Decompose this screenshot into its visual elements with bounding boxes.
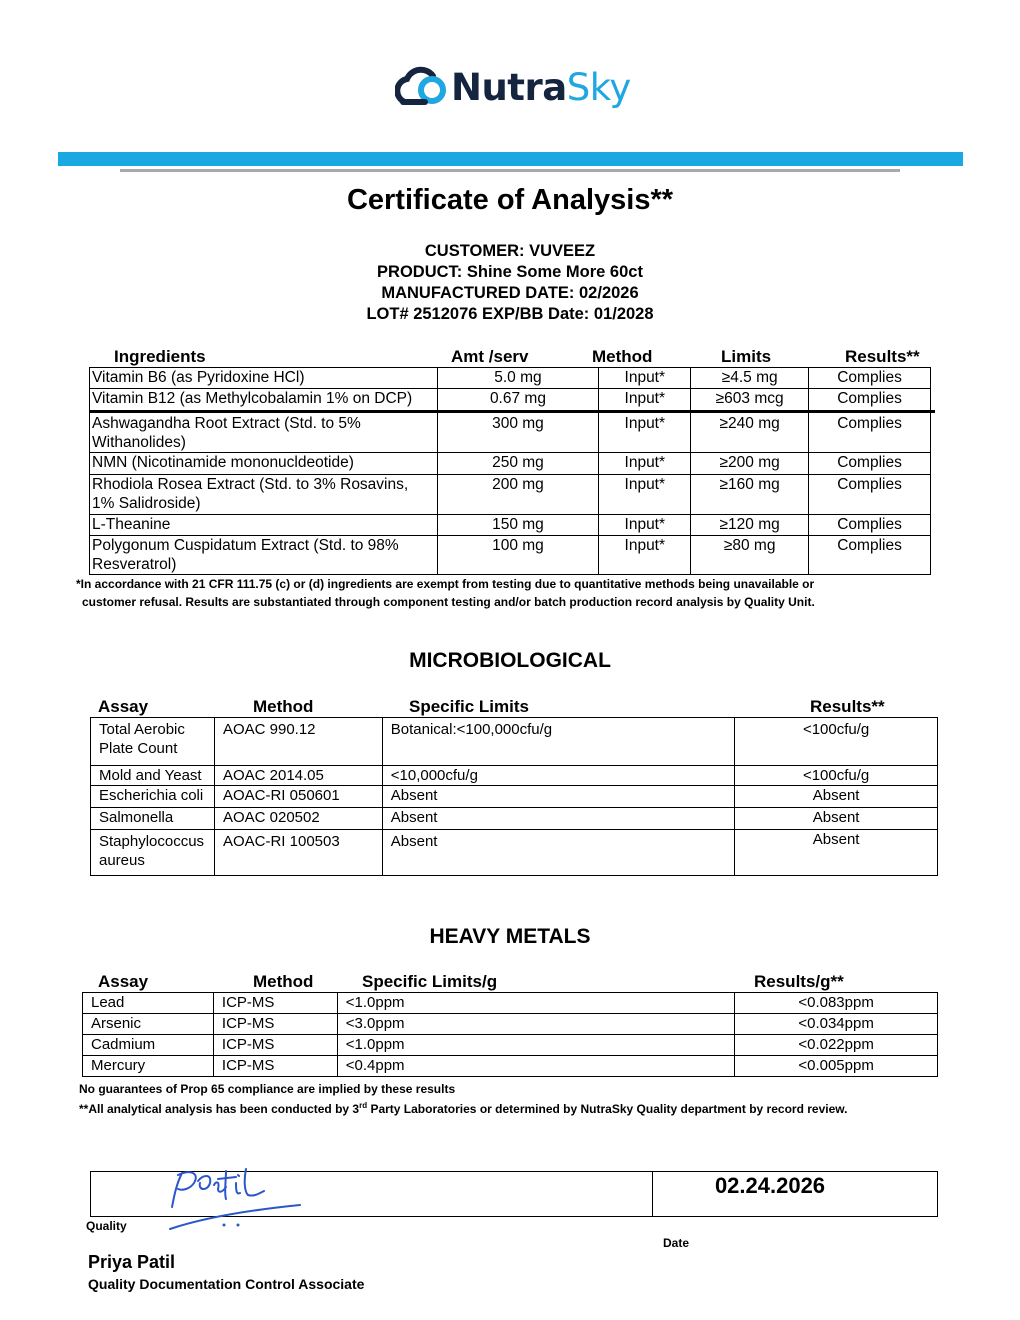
micro-assay-header: Assay xyxy=(98,697,149,716)
ingredient-result: Complies xyxy=(809,368,931,389)
ingredient-result: Complies xyxy=(809,515,931,536)
hm-assay: Mercury xyxy=(83,1056,214,1077)
table-row xyxy=(83,1014,938,1035)
hm-limit: <3.0ppm xyxy=(337,1014,734,1035)
hm-assay-header: Assay xyxy=(98,972,149,991)
micro-result: Absent xyxy=(735,808,938,830)
micro-result: <100cfu/g xyxy=(735,718,938,766)
manufactured-line: MANUFACTURED DATE: 02/2026 xyxy=(381,284,639,302)
table-row xyxy=(91,830,938,876)
ingredient-limit: ≥160 mg xyxy=(691,475,809,515)
ingredient-name: Ashwagandha Root Extract (Std. to 5% Withanolides) xyxy=(90,411,438,453)
micro-method: AOAC 020502 xyxy=(214,808,382,830)
table-row xyxy=(91,718,938,766)
signer-name: Priya Patil xyxy=(88,1252,176,1272)
ingredient-limit: ≥200 mg xyxy=(691,453,809,475)
ingredient-method: Input* xyxy=(599,389,691,411)
table-row xyxy=(91,808,938,830)
micro-limit: Absent xyxy=(382,786,734,808)
ingredient-result: Complies xyxy=(809,411,931,453)
ingredient-amount: 300 mg xyxy=(437,411,599,453)
customer-line: CUSTOMER: VUVEEZ xyxy=(424,242,596,260)
signer-title: Quality Documentation Control Associate xyxy=(88,1276,365,1292)
hm-assay: Arsenic xyxy=(83,1014,214,1035)
table-row xyxy=(91,786,938,808)
amount-header: Amt /serv xyxy=(451,347,529,366)
ingredient-amount: 150 mg xyxy=(437,515,599,536)
header-blue-bar xyxy=(58,152,963,166)
ingredients-table xyxy=(89,367,931,575)
cloud-logo-icon xyxy=(395,66,451,112)
hm-limit: <1.0ppm xyxy=(337,993,734,1014)
ingredient-limit: ≥80 mg xyxy=(691,536,809,575)
micro-result: <100cfu/g xyxy=(735,766,938,786)
micro-assay: Mold and Yeast xyxy=(91,766,215,786)
prop65-note: No guarantees of Prop 65 compliance are implied by these results xyxy=(79,1082,456,1096)
method-header: Method xyxy=(592,347,653,366)
ingredient-method: Input* xyxy=(599,368,691,389)
ingredient-amount: 250 mg xyxy=(437,453,599,475)
product-line: PRODUCT: Shine Some More 60ct xyxy=(377,263,643,281)
third-party-note: **All analytical analysis has been conducted by 3rd Party Laboratories or determined by NutraSky Quality department by record review. xyxy=(79,1101,848,1116)
table-row xyxy=(91,766,938,786)
micro-limits-header: Specific Limits xyxy=(409,697,529,716)
micro-assay: Escherichia coli xyxy=(91,786,215,808)
ingredient-result: Complies xyxy=(809,453,931,475)
micro-method: AOAC-RI 100503 xyxy=(214,830,382,876)
ingredient-name: Vitamin B12 (as Methylcobalamin 1% on DCP) xyxy=(90,389,438,411)
ingredient-amount: 5.0 mg xyxy=(437,368,599,389)
micro-method: AOAC-RI 050601 xyxy=(214,786,382,808)
ingredient-method: Input* xyxy=(599,453,691,475)
lot-line: LOT# 2512076 EXP/BB Date: 01/2028 xyxy=(366,305,654,323)
micro-assay: Staphylococcus aureus xyxy=(91,830,215,876)
heavy-metals-table xyxy=(82,992,938,1077)
handwritten-signature xyxy=(160,1163,310,1233)
micro-limit: <10,000cfu/g xyxy=(382,766,734,786)
date-label: Date xyxy=(663,1236,690,1250)
ingredient-amount: 0.67 mg xyxy=(437,389,599,411)
ingredient-name: NMN (Nicotinamide mononucldeotide) xyxy=(90,453,438,475)
micro-assay: Salmonella xyxy=(91,808,215,830)
company-logo xyxy=(395,64,635,116)
micro-assay: Total Aerobic Plate Count xyxy=(91,718,215,766)
micro-method: AOAC 990.12 xyxy=(214,718,382,766)
hm-assay: Cadmium xyxy=(83,1035,214,1056)
brand-name: NutraSky xyxy=(451,66,631,109)
micro-method: AOAC 2014.05 xyxy=(214,766,382,786)
ingredient-amount: 200 mg xyxy=(437,475,599,515)
hm-method: ICP-MS xyxy=(213,1035,337,1056)
table-row xyxy=(90,368,931,389)
hm-results-header: Results/g** xyxy=(754,972,844,991)
table-row xyxy=(90,515,931,536)
hm-method-header: Method xyxy=(253,972,314,991)
table-row xyxy=(90,411,931,453)
ingredient-limit: ≥120 mg xyxy=(691,515,809,536)
table-row xyxy=(90,475,931,515)
ingredient-result: Complies xyxy=(809,389,931,411)
micro-limit: Absent xyxy=(382,808,734,830)
hm-result: <0.034ppm xyxy=(735,1014,938,1035)
table-row xyxy=(83,1056,938,1077)
ingredient-result: Complies xyxy=(809,475,931,515)
hm-method: ICP-MS xyxy=(213,1014,337,1035)
ingredient-method: Input* xyxy=(599,411,691,453)
micro-result: Absent xyxy=(735,830,938,876)
limits-header: Limits xyxy=(721,347,772,366)
hm-result: <0.005ppm xyxy=(735,1056,938,1077)
ingredient-limit: ≥240 mg xyxy=(691,411,809,453)
ingredient-name: L-Theanine xyxy=(90,515,438,536)
micro-table xyxy=(90,717,938,876)
ingredient-method: Input* xyxy=(599,515,691,536)
hm-limit: <0.4ppm xyxy=(337,1056,734,1077)
signature-date: 02.24.2026 xyxy=(714,1173,826,1198)
ingredient-limit: ≥4.5 mg xyxy=(691,368,809,389)
hm-limits-header: Specific Limits/g xyxy=(362,972,498,991)
table-divider-rule xyxy=(90,410,935,413)
exemption-footnote-line1: *In accordance with 21 CFR 111.75 (c) or (d) ingredients are exempt from testing due to quantitative methods being unavailable or xyxy=(76,577,815,591)
quality-label: Quality xyxy=(86,1219,127,1233)
hm-result: <0.083ppm xyxy=(735,993,938,1014)
ingredient-name: Polygonum Cuspidatum Extract (Std. to 98% Resveratrol) xyxy=(90,536,438,575)
hm-limit: <1.0ppm xyxy=(337,1035,734,1056)
table-row xyxy=(90,453,931,475)
ingredients-header: Ingredients xyxy=(114,347,206,366)
ingredient-amount: 100 mg xyxy=(437,536,599,575)
document-title: Certificate of Analysis** xyxy=(346,184,674,216)
micro-section-title: MICROBIOLOGICAL xyxy=(409,649,611,672)
header-grey-rule xyxy=(120,169,900,172)
heavy-metals-section-title: HEAVY METALS xyxy=(429,925,591,948)
hm-result: <0.022ppm xyxy=(735,1035,938,1056)
ingredient-limit: ≥603 mcg xyxy=(691,389,809,411)
results-header: Results** xyxy=(845,347,920,366)
hm-method: ICP-MS xyxy=(213,993,337,1014)
exemption-footnote-line2: customer refusal. Results are substantiated through component testing and/or batch production record analysis by Quality Unit. xyxy=(82,595,815,609)
table-row xyxy=(83,993,938,1014)
micro-method-header: Method xyxy=(253,697,314,716)
ingredient-method: Input* xyxy=(599,536,691,575)
micro-limit: Botanical:<100,000cfu/g xyxy=(382,718,734,766)
ingredient-name: Rhodiola Rosea Extract (Std. to 3% Rosavins, 1% Salidroside) xyxy=(90,475,438,515)
hm-assay: Lead xyxy=(83,993,214,1014)
table-row xyxy=(90,389,931,411)
hm-method: ICP-MS xyxy=(213,1056,337,1077)
ingredient-result: Complies xyxy=(809,536,931,575)
table-row xyxy=(83,1035,938,1056)
ingredient-method: Input* xyxy=(599,475,691,515)
ingredient-name: Vitamin B6 (as Pyridoxine HCl) xyxy=(90,368,438,389)
table-row xyxy=(90,536,931,575)
micro-result: Absent xyxy=(735,786,938,808)
micro-limit: Absent xyxy=(382,830,734,876)
micro-results-header: Results** xyxy=(810,697,885,716)
